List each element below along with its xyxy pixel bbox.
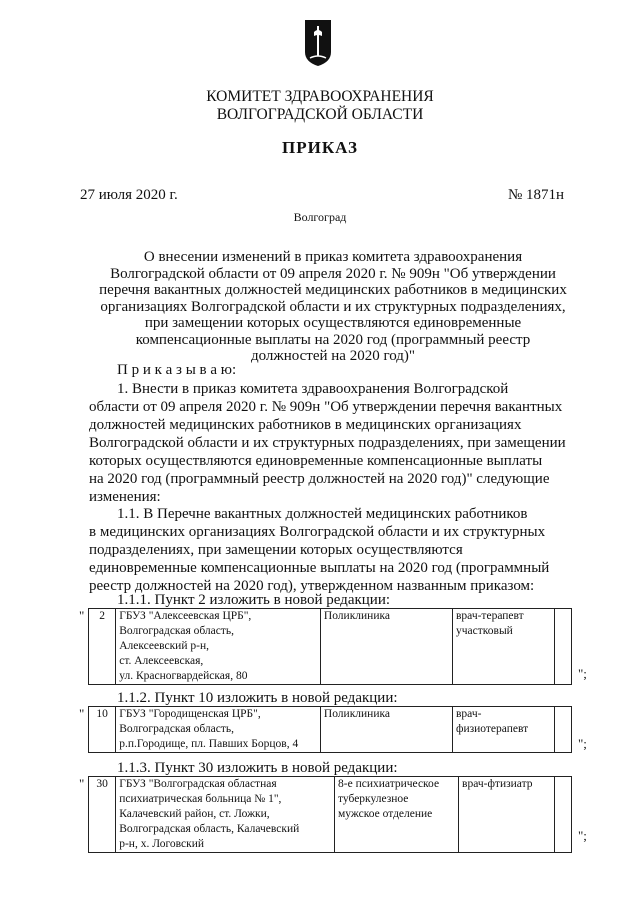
paragraph-line: 1. Внести в приказ комитета здравоохранения Волгоградской <box>117 381 509 397</box>
position-cell: врач-терапевт участковый <box>453 609 555 685</box>
paragraph-line: единовременные компенсационные выплаты на 2020 год (программный <box>89 560 550 576</box>
close-quote: "; <box>578 828 587 843</box>
registry-table <box>88 608 572 685</box>
table-row <box>89 707 572 753</box>
subject-line: при замещении которых осуществляются единовременные <box>144 315 522 331</box>
open-quote: " <box>79 608 85 623</box>
item-heading: 1.1.2. Пункт 10 изложить в новой редакции: <box>117 690 398 706</box>
position-cell: врач- физиотерапевт <box>453 707 555 753</box>
paragraph-line: 1.1. В Перечне вакантных должностей медицинских работников <box>117 506 528 522</box>
position-cell: врач-фтизиатр <box>459 777 555 853</box>
open-quote: " <box>79 776 85 791</box>
unit-cell: Поликлиника <box>320 609 452 685</box>
close-quote: "; <box>578 666 587 681</box>
table-row <box>89 777 572 853</box>
paragraph-line: Волгоградской области и их структурных подразделениях, при замещении <box>89 435 566 451</box>
subject-line: Волгоградской области от 09 апреля 2020 г. № 909н "Об утверждении <box>110 265 556 282</box>
coat-of-arms-icon <box>303 18 333 68</box>
row-number: 30 <box>89 777 116 853</box>
close-quote: "; <box>578 736 587 751</box>
paragraph-line: подразделениях, при замещении которых осуществляются <box>89 542 463 558</box>
organization-cell: ГБУЗ "Городищенская ЦРБ", Волгоградская область, р.п.Городище, пл. Павших Борцов, 4 <box>116 707 321 753</box>
committee-name-line2: ВОЛГОГРАДСКОЙ ОБЛАСТИ <box>216 106 424 123</box>
item-heading: 1.1.3. Пункт 30 изложить в новой редакции: <box>117 760 398 776</box>
unit-cell: 8-е психиатрическое туберкулезное мужское отделение <box>335 777 459 853</box>
empty-cell <box>554 777 571 853</box>
paragraph-line: изменения: <box>89 489 161 505</box>
paragraph-2 <box>89 505 569 595</box>
organization-cell: ГБУЗ "Алексеевская ЦРБ", Волгоградская область, Алексеевский р-н, ст. Алексеевская, ул. Красногвардейская, 80 <box>116 609 321 685</box>
row-number: 10 <box>89 707 116 753</box>
subject-line: О внесении изменений в приказ комитета здравоохранения <box>143 249 523 265</box>
order-date: 27 июля 2020 г. <box>80 187 178 203</box>
committee-name-line1: КОМИТЕТ ЗДРАВООХРАНЕНИЯ <box>206 88 434 105</box>
order-number: № 1871н <box>508 187 565 203</box>
paragraph-line: реестр должностей на 2020 год), утвержденном названным приказом: <box>89 578 535 594</box>
paragraph-line: должностей медицинских работников в медицинских организациях <box>89 417 522 433</box>
subject-block <box>88 249 578 365</box>
empty-cell <box>554 707 571 753</box>
city: Волгоград <box>293 210 347 224</box>
order-word: П р и к а з ы в а ю: <box>117 362 237 378</box>
paragraph-line: на 2020 год (программный реестр должностей на 2020 год)" следующие <box>89 471 550 487</box>
paragraph-1 <box>89 380 569 506</box>
item-heading: 1.1.1. Пункт 2 изложить в новой редакции: <box>117 592 391 608</box>
row-number: 2 <box>89 609 116 685</box>
paragraph-line: области от 09 апреля 2020 г. № 909н "Об утверждении перечня вакантных <box>89 399 563 415</box>
empty-cell <box>554 609 571 685</box>
subject-line: перечня вакантных должностей медицинских работников в медицинских <box>99 282 567 298</box>
paragraph-line: в медицинских организациях Волгоградской области и их структурных <box>89 524 546 540</box>
open-quote: " <box>79 706 85 721</box>
registry-table <box>88 776 572 853</box>
subject-line: должностей на 2020 год)" <box>250 348 416 364</box>
table-row <box>89 609 572 685</box>
organization-cell: ГБУЗ "Волгоградская областная психиатрическая больница № 1", Калачевский район, ст. Ложки, Волгоградская область, Калачевский р-н, х. Логовский <box>116 777 335 853</box>
registry-table <box>88 706 572 753</box>
paragraph-line: которых осуществляются единовременные компенсационные выплаты <box>89 453 543 469</box>
subject-line: компенсационные выплаты на 2020 год (программный реестр <box>135 331 531 348</box>
unit-cell: Поликлиника <box>320 707 452 753</box>
document-type: ПРИКАЗ <box>282 138 358 157</box>
subject-line: организациях Волгоградской области и их структурных подразделениях, <box>100 298 566 315</box>
